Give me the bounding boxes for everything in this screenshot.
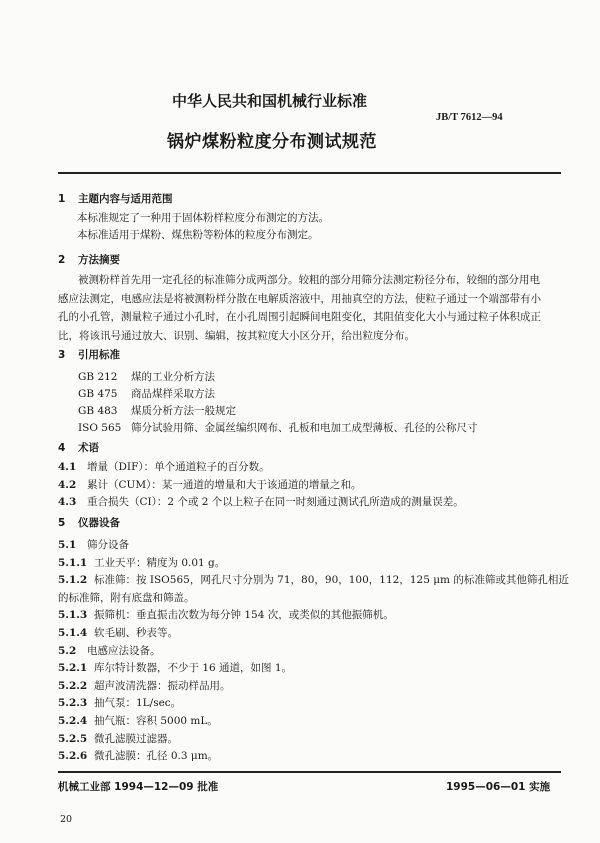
term-definition: 累计（CUM）：某一通道的增量和大于该通道的增量之和。 bbox=[87, 478, 362, 491]
clause-text: 抽气瓶：容积 5000 mL。 bbox=[94, 715, 218, 727]
issuing-body: 中华人民共和国机械行业标准 bbox=[172, 92, 368, 110]
reference-title: 筛分试验用筛、金属丝编织网布、孔板和电加工成型薄板、孔径的公称尺寸 bbox=[131, 422, 478, 434]
reference-title: 商品煤样采取方法 bbox=[131, 388, 215, 400]
standard-code: JB/T 7612—94 bbox=[436, 112, 503, 123]
clause-number: 5.2.5 bbox=[58, 732, 88, 745]
equipment-item bbox=[58, 714, 218, 728]
equipment-item bbox=[58, 538, 129, 552]
equipment-item bbox=[58, 608, 394, 622]
section-2-heading: 2 方法摘要 bbox=[58, 254, 120, 266]
clause-text: 软毛刷、秒表等。 bbox=[94, 627, 178, 639]
clause-text: 振筛机：垂直振击次数为每分钟 154 次，或类似的其他振筛机。 bbox=[94, 609, 394, 622]
clause-text: 筛分设备 bbox=[87, 539, 129, 551]
reference-code: ISO 565 bbox=[78, 422, 122, 434]
clause-number: 5.1 bbox=[58, 539, 77, 551]
header-divider bbox=[58, 172, 561, 174]
section-1-line: 本标准规定了一种用于固体粉样粒度分布测定的方法。 bbox=[77, 212, 329, 224]
clause-text: 微孔滤膜过滤器。 bbox=[94, 732, 178, 745]
clause-number: 5.2.2 bbox=[58, 679, 88, 692]
clause-text: 标准筛：按 ISO565，网孔尺寸分别为 71，80，90，100，112，125 μm 的标准筛或其他筛孔相近 bbox=[94, 574, 569, 587]
clause-text: 工业天平：精度为 0.01 g。 bbox=[94, 556, 226, 569]
equipment-item bbox=[58, 732, 178, 746]
reference-code: GB 483 bbox=[78, 405, 118, 417]
section-1-line: 本标准适用于煤粉、煤焦粉等粉体的粒度分布测定。 bbox=[77, 229, 319, 241]
term-number: 4.1 bbox=[58, 461, 77, 473]
reference-code: GB 475 bbox=[78, 388, 118, 400]
effective-date: 1995—06—01 实施 bbox=[446, 781, 551, 793]
term-number: 4.2 bbox=[58, 478, 77, 491]
term-item bbox=[58, 495, 464, 509]
approval-date: 机械工业部 1994—12—09 批准 bbox=[58, 781, 219, 793]
clause-text: 抽气泵：1L/sec。 bbox=[94, 697, 182, 710]
clause-number: 5.1.2 bbox=[58, 574, 88, 587]
term-item bbox=[58, 460, 270, 474]
equipment-item bbox=[58, 679, 231, 693]
equipment-item bbox=[58, 626, 178, 640]
reference-title: 煤的工业分析方法 bbox=[131, 371, 215, 383]
equipment-item bbox=[58, 696, 181, 710]
reference-code: GB 212 bbox=[78, 371, 118, 383]
equipment-item bbox=[58, 591, 195, 605]
clause-number: 5.2 bbox=[58, 644, 77, 657]
clause-text: 电感应法设备。 bbox=[87, 644, 161, 657]
section-5-heading: 5 仪器设备 bbox=[58, 517, 120, 529]
document-title: 锅炉煤粉粒度分布测试规范 bbox=[167, 132, 377, 152]
section-1-heading: 1 主题内容与适用范围 bbox=[58, 193, 173, 205]
section-2-paragraph: 被测粉样首先用一定孔径的标准筛分成两部分。较粗的部分用筛分法测定粉径分布，较细的部分用电感应法测定，电感应法是将被测粉样分散在电解质溶液中，用抽真空的方法，使粒子通过一个端部带有小孔的小孔管，测量粒子通过小孔时，在小孔周围引起瞬间电阻变化，其阻值变化大小与通过粒子体积成正比，将该讯号通过放大、识别、编辑，按其粒度大小区分开，给出粒度分布。 bbox=[58, 274, 541, 342]
equipment-item bbox=[58, 573, 569, 587]
footer-divider bbox=[58, 771, 561, 773]
clause-number: 5.2.6 bbox=[58, 750, 88, 763]
clause-text: 微孔滤膜：孔径 0.3 μm。 bbox=[94, 750, 219, 763]
equipment-item bbox=[58, 556, 225, 570]
equipment-item bbox=[58, 749, 218, 763]
clause-number: 5.2.4 bbox=[58, 715, 88, 727]
term-item bbox=[58, 478, 361, 492]
equipment-item bbox=[58, 644, 161, 658]
term-definition: 增量（DIF）：单个通道粒子的百分数。 bbox=[87, 461, 270, 473]
clause-text: 的标准筛，附有底盘和筛盖。 bbox=[58, 591, 195, 604]
term-number: 4.3 bbox=[58, 496, 77, 508]
clause-number: 5.1.3 bbox=[58, 609, 88, 622]
clause-number: 5.1.4 bbox=[58, 627, 88, 639]
clause-number: 5.1.1 bbox=[58, 556, 88, 569]
section-3-heading: 3 引用标准 bbox=[58, 349, 120, 361]
clause-text: 超声波清洗器：振动样品用。 bbox=[94, 679, 231, 692]
equipment-item bbox=[58, 661, 292, 675]
page-number: 20 bbox=[60, 814, 73, 825]
section-4-heading: 4 术语 bbox=[58, 442, 99, 454]
clause-number: 5.2.1 bbox=[58, 662, 88, 675]
clause-text: 库尔特计数器，不少于 16 通道，如图 1。 bbox=[94, 662, 293, 675]
clause-number: 5.2.3 bbox=[58, 697, 88, 710]
reference-title: 煤质分析方法一般规定 bbox=[131, 405, 236, 417]
term-definition: 重合损失（CI）：2 个或 2 个以上粒子在同一时刻通过测试孔所造成的测量误差。 bbox=[87, 496, 464, 508]
